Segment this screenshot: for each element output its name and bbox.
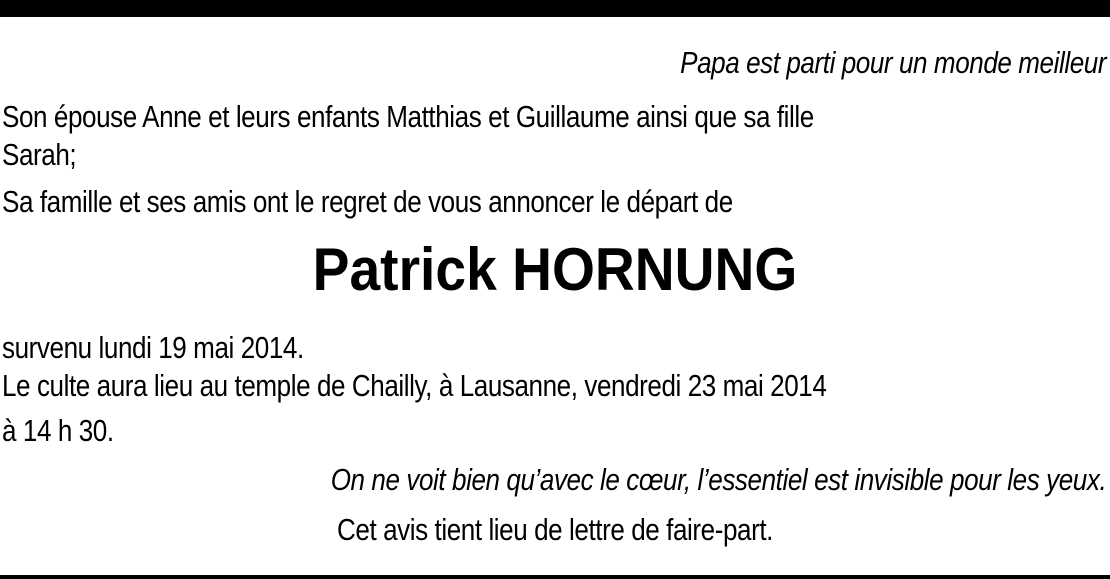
epigraph: Papa est parti pour un monde meilleur — [680, 45, 1106, 80]
footer-notice: Cet avis tient lieu de lettre de faire-part. — [336, 512, 773, 547]
date-line: survenu lundi 19 mai 2014. — [2, 330, 304, 365]
closing-quote: On ne voit bien qu’avec le cœur, l’essentiel est invisible pour les yeux. — [330, 462, 1106, 497]
service-line-2: à 14 h 30. — [2, 413, 114, 448]
deceased-name: Patrick HORNUNG — [312, 236, 798, 303]
family-line-2: Sarah; — [2, 137, 77, 172]
announce-line: Sa famille et ses amis ont le regret de vous annoncer le départ de — [2, 184, 733, 219]
bottom-border-rule — [0, 575, 1110, 579]
service-line-1: Le culte aura lieu au temple de Chailly, à Lausanne, vendredi 23 mai 2014 — [2, 368, 827, 403]
top-border-rule — [0, 0, 1110, 17]
family-line-1: Son épouse Anne et leurs enfants Matthias et Guillaume ainsi que sa fille — [2, 99, 814, 134]
